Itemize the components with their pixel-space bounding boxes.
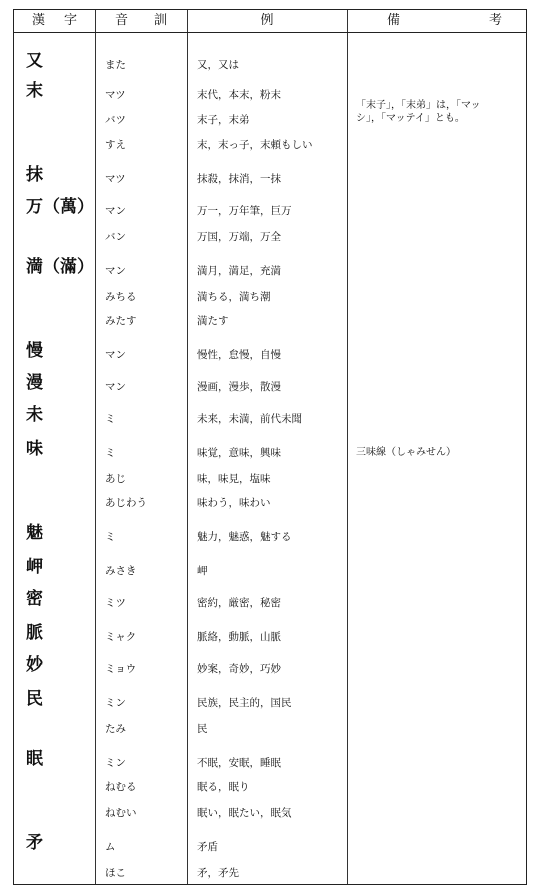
kanji-cell: 漫	[26, 373, 43, 393]
example-cell: 民	[197, 723, 208, 735]
header-kanji-char: 漢	[32, 13, 46, 28]
example-cell: 矛，矛先	[197, 867, 239, 879]
header-onkun-char: 訓	[153, 13, 167, 28]
kanji-cell: 眠	[26, 749, 43, 769]
column-divider	[95, 10, 96, 884]
reading-cell: ミ	[105, 413, 116, 425]
reading-cell: マツ	[105, 173, 126, 185]
header-kanji-char: 字	[63, 13, 77, 28]
reading-cell: あじわう	[105, 497, 147, 509]
reading-cell: マン	[105, 381, 126, 393]
reading-cell: たみ	[105, 723, 126, 735]
kanji-cell: 慢	[26, 341, 43, 361]
kanji-cell: 万（萬）	[26, 197, 94, 217]
example-cell: 不眠，安眠，睡眠	[197, 757, 281, 769]
note-cell	[356, 446, 456, 459]
kanji-cell: 脈	[26, 623, 43, 643]
kanji-cell: 満（滿）	[26, 257, 94, 277]
example-cell: 味覚，意味，興味	[197, 447, 281, 459]
reading-cell: ミ	[105, 531, 116, 543]
kanji-cell: 魅	[26, 523, 43, 543]
kanji-cell: 未	[26, 405, 43, 425]
example-cell: 岬	[197, 565, 208, 577]
kanji-cell: 味	[26, 439, 43, 459]
kanji-cell: 矛	[26, 833, 43, 853]
header-rule	[14, 32, 526, 33]
example-cell: 万一，万年筆，巨万	[197, 205, 292, 217]
reading-cell: ミツ	[105, 597, 126, 609]
reading-cell: ねむる	[105, 781, 137, 793]
example-cell: 万国，万端，万全	[197, 231, 281, 243]
example-cell: 満月，満足，充満	[197, 265, 281, 277]
reading-cell: すえ	[105, 139, 126, 151]
kanji-cell: 密	[26, 589, 43, 609]
example-cell: 満ちる，満ち潮	[197, 291, 271, 303]
example-cell: 味，味見，塩味	[197, 473, 271, 485]
header-onkun	[95, 10, 187, 32]
kanji-table	[13, 9, 527, 885]
reading-cell: ミン	[105, 757, 126, 769]
reading-cell: あじ	[105, 473, 126, 485]
example-cell: 抹殺，抹消，一抹	[197, 173, 281, 185]
example-cell: 眠る，眠り	[197, 781, 250, 793]
reading-cell: ねむい	[105, 807, 137, 819]
example-cell: 味わう，味わい	[197, 497, 271, 509]
reading-cell: みちる	[105, 291, 137, 303]
example-cell: 漫画，漫歩，散漫	[197, 381, 281, 393]
kanji-cell: 民	[26, 689, 43, 709]
reading-cell: ム	[105, 841, 116, 853]
column-divider	[347, 10, 348, 884]
example-cell: 末代，本末，粉末	[197, 89, 281, 101]
reading-cell: マツ	[105, 89, 126, 101]
example-cell: 魅力，魅惑，魅する	[197, 531, 292, 543]
reading-cell: ほこ	[105, 867, 126, 879]
reading-cell: ミン	[105, 697, 126, 709]
header-kanji	[14, 10, 95, 32]
column-divider	[187, 10, 188, 884]
note-cell	[356, 99, 481, 125]
header-notes	[347, 10, 528, 32]
note-line: 三味線（しゃみせん）	[356, 447, 456, 458]
example-cell: 満たす	[197, 315, 229, 327]
reading-cell: マン	[105, 265, 126, 277]
example-cell: 密約，厳密，秘密	[197, 597, 281, 609]
note-line: シ」，「マッテイ」とも。	[356, 113, 465, 124]
header-notes-char: 備	[387, 13, 401, 28]
example-cell: 矛盾	[197, 841, 218, 853]
example-cell: 妙案，奇妙，巧妙	[197, 663, 281, 675]
example-cell: 民族，民主的，国民	[197, 697, 292, 709]
reading-cell: マン	[105, 205, 126, 217]
reading-cell: バン	[105, 231, 126, 243]
reading-cell: ミョウ	[105, 663, 137, 675]
example-cell: 未来，未満，前代未聞	[197, 413, 302, 425]
example-cell: 脈絡，動脈，山脈	[197, 631, 281, 643]
example-cell: 慢性，怠慢，自慢	[197, 349, 281, 361]
kanji-cell: 妙	[26, 655, 43, 675]
reading-cell: みたす	[105, 315, 137, 327]
example-cell: 又，又は	[197, 59, 239, 71]
header-notes-char: 考	[488, 13, 502, 28]
example-cell: 眠い，眠たい，眠気	[197, 807, 292, 819]
reading-cell: バツ	[105, 114, 126, 126]
kanji-cell: 又	[26, 51, 43, 71]
reading-cell: ミ	[105, 447, 116, 459]
reading-cell: みさき	[105, 565, 137, 577]
kanji-cell: 岬	[26, 557, 43, 577]
reading-cell: マン	[105, 349, 126, 361]
header-onkun-char: 音	[115, 13, 129, 28]
kanji-cell: 抹	[26, 165, 43, 185]
kanji-cell: 末	[26, 81, 43, 101]
example-cell: 末子，末弟	[197, 114, 250, 126]
reading-cell: ミャク	[105, 631, 137, 643]
header-example: 例	[260, 13, 274, 28]
reading-cell: また	[105, 59, 126, 71]
note-line: 「末子」，「末弟」は，「マッ	[356, 100, 481, 111]
example-cell: 末，末っ子，末頼もしい	[197, 139, 313, 151]
